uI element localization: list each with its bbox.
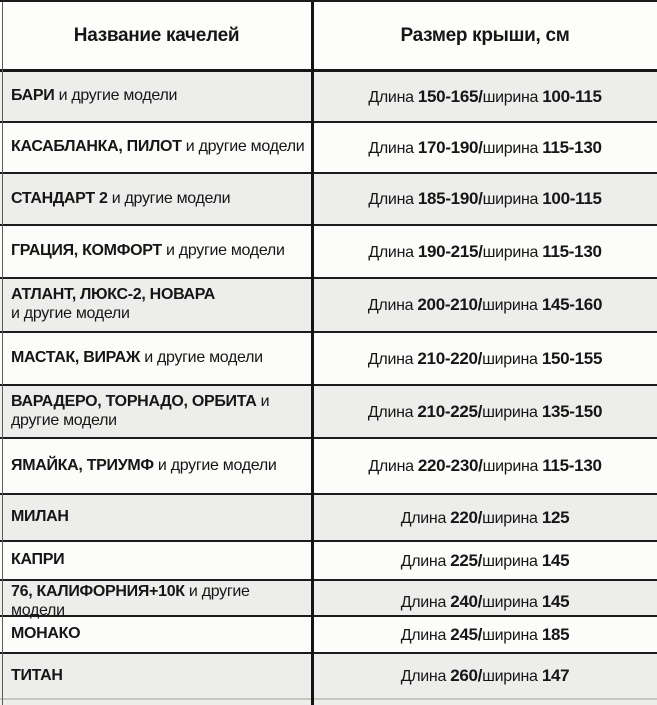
length-label: Длина xyxy=(400,509,451,527)
model-suffix: и другие модели xyxy=(153,456,277,474)
column-divider-line xyxy=(311,2,314,705)
width-label: ширина xyxy=(482,668,542,685)
roof-size-text xyxy=(401,551,570,571)
roof-size-cell xyxy=(313,123,657,172)
roof-size-cell xyxy=(313,174,657,224)
width-value: 145-160 xyxy=(541,295,603,314)
model-names: КАСАБЛАНКА, ПИЛОТ xyxy=(11,138,182,156)
roof-size-cell xyxy=(313,72,657,121)
header-swing-name-column: Название качелей xyxy=(73,24,240,46)
width-value: 115-130 xyxy=(542,137,602,157)
model-name-text xyxy=(11,457,305,476)
roof-size-text xyxy=(368,349,602,369)
model-suffix: и другие модели xyxy=(11,392,270,429)
table-header xyxy=(0,2,657,72)
length-value: 185-190/ xyxy=(417,189,483,208)
roof-size-text xyxy=(368,138,601,158)
roof-size-cell xyxy=(313,226,657,277)
model-name-text xyxy=(11,349,305,368)
model-names: ВАРАДЕРО, ТОРНАДО, ОРБИТА xyxy=(11,392,257,410)
roof-size-cell xyxy=(313,333,657,384)
model-name-cell xyxy=(0,495,313,540)
roof-size-text xyxy=(401,625,570,645)
length-label: Длина xyxy=(368,458,418,475)
width-value: 115-130 xyxy=(542,456,602,475)
model-names: МИЛАН xyxy=(11,508,69,526)
table-row xyxy=(0,174,657,226)
width-label: ширина xyxy=(482,552,542,570)
model-name-text xyxy=(11,551,305,570)
roof-size-text xyxy=(368,242,601,262)
table-row xyxy=(0,333,657,386)
table-row xyxy=(0,654,657,700)
model-name-cell xyxy=(0,542,313,579)
roof-size-cell xyxy=(313,386,657,437)
table-row xyxy=(0,617,657,654)
length-value: 220/ xyxy=(450,507,483,527)
model-name-text xyxy=(11,138,305,157)
model-name-cell xyxy=(0,439,313,493)
width-value: 145 xyxy=(541,550,570,570)
model-suffix: и другие модели xyxy=(140,349,263,367)
length-label: Длина xyxy=(400,626,451,644)
length-label: Длина xyxy=(367,297,418,314)
model-suffix: и другие модели xyxy=(181,138,305,156)
model-name-cell xyxy=(0,174,313,224)
width-label: ширина xyxy=(482,191,543,208)
table-row xyxy=(0,226,657,279)
length-label: Длина xyxy=(368,243,418,261)
table-row xyxy=(0,123,657,174)
length-label: Длина xyxy=(368,191,418,208)
width-label: ширина xyxy=(482,243,543,261)
length-value: 225/ xyxy=(450,550,483,570)
model-name-text xyxy=(11,286,305,324)
length-value: 220-230/ xyxy=(417,456,483,475)
model-name-text xyxy=(11,508,305,527)
model-name-text xyxy=(11,242,305,261)
model-name-cell xyxy=(0,617,313,652)
table-row xyxy=(0,279,657,333)
model-name-text xyxy=(11,583,305,621)
width-label: ширина xyxy=(482,509,542,527)
width-value: 145 xyxy=(541,591,570,611)
length-value: 210-220/ xyxy=(417,348,483,368)
roof-size-text xyxy=(368,402,602,422)
width-value: 100-115 xyxy=(542,86,602,106)
model-suffix: и другие модели xyxy=(107,189,231,207)
length-value: 245/ xyxy=(450,624,483,644)
roof-size-cell xyxy=(313,279,657,331)
model-suffix: и другие модели xyxy=(11,305,130,322)
model-names: ТИТАН xyxy=(11,666,63,684)
width-value: 150-155 xyxy=(541,348,603,368)
length-value: 210-225/ xyxy=(417,401,483,421)
table-row xyxy=(0,439,657,495)
table-row xyxy=(0,495,657,542)
model-name-cell xyxy=(0,333,313,384)
model-names: ЯМАЙКА, ТРИУМФ xyxy=(11,456,154,474)
model-name-text xyxy=(11,87,305,106)
width-label: ширина xyxy=(482,593,542,611)
table-row xyxy=(0,581,657,617)
header-roof-size-column: Размер крыши, см xyxy=(400,24,570,46)
roof-size-text xyxy=(401,592,570,612)
roof-size-text xyxy=(401,666,570,686)
model-name-text xyxy=(11,190,305,209)
model-names: КАПРИ xyxy=(11,551,65,569)
table-row xyxy=(0,542,657,581)
width-value: 135-150 xyxy=(541,401,603,421)
length-label: Длина xyxy=(368,139,418,157)
model-names: 76, КАЛИФОРНИЯ+10К xyxy=(11,583,185,600)
model-name-text xyxy=(11,625,305,644)
width-label: ширина xyxy=(482,350,542,368)
width-label: ширина xyxy=(482,297,542,314)
table-left-edge-line xyxy=(2,2,3,705)
width-value: 147 xyxy=(541,666,570,685)
table-body xyxy=(0,72,657,700)
width-label: ширина xyxy=(482,626,542,644)
model-name-cell xyxy=(0,72,313,121)
length-label: Длина xyxy=(400,593,451,611)
roof-size-text xyxy=(368,456,601,476)
model-names: АТЛАНТ, ЛЮКС-2, НОВАРА xyxy=(11,286,216,304)
model-suffix: и другие модели xyxy=(54,87,178,105)
width-label: ширина xyxy=(482,139,543,157)
model-names: МАСТАК, ВИРАЖ xyxy=(11,349,141,367)
model-name-cell xyxy=(0,123,313,172)
model-name-text xyxy=(11,393,305,431)
width-value: 115-130 xyxy=(542,241,602,261)
width-value: 185 xyxy=(541,624,570,644)
model-suffix: и другие модели xyxy=(161,242,285,260)
length-value: 190-215/ xyxy=(417,241,483,261)
roof-size-text xyxy=(368,295,602,315)
length-label: Длина xyxy=(368,88,418,106)
length-value: 150-165/ xyxy=(417,86,483,106)
model-names: СТАНДАРТ 2 xyxy=(11,189,108,207)
model-names: БАРИ xyxy=(11,87,55,105)
length-label: Длина xyxy=(400,552,451,570)
length-value: 200-210/ xyxy=(417,295,483,314)
roof-size-cell xyxy=(313,617,657,652)
roof-size-cell xyxy=(313,654,657,698)
table-row xyxy=(0,72,657,123)
model-names: МОНАКО xyxy=(11,625,81,643)
model-name-text xyxy=(11,667,305,686)
model-name-cell xyxy=(0,226,313,277)
length-value: 240/ xyxy=(450,591,483,611)
roof-size-cell xyxy=(313,542,657,579)
roof-size-text xyxy=(401,508,570,528)
width-label: ширина xyxy=(482,458,543,475)
width-label: ширина xyxy=(482,88,543,106)
length-value: 260/ xyxy=(450,666,483,685)
table-row xyxy=(0,386,657,439)
length-label: Длина xyxy=(367,403,418,421)
roof-size-text xyxy=(368,87,601,107)
model-names: ГРАЦИЯ, КОМФОРТ xyxy=(11,242,162,260)
model-suffix: и другие модели xyxy=(11,583,250,619)
roof-size-cell xyxy=(313,439,657,493)
width-label: ширина xyxy=(482,403,542,421)
length-label: Длина xyxy=(367,350,418,368)
roof-size-text xyxy=(368,189,601,209)
model-name-cell xyxy=(0,386,313,437)
model-name-cell xyxy=(0,654,313,698)
roof-size-cell xyxy=(313,495,657,540)
width-value: 100-115 xyxy=(542,189,602,208)
length-label: Длина xyxy=(400,668,451,685)
width-value: 125 xyxy=(541,507,570,527)
length-value: 170-190/ xyxy=(417,137,483,157)
model-name-cell xyxy=(0,279,313,331)
